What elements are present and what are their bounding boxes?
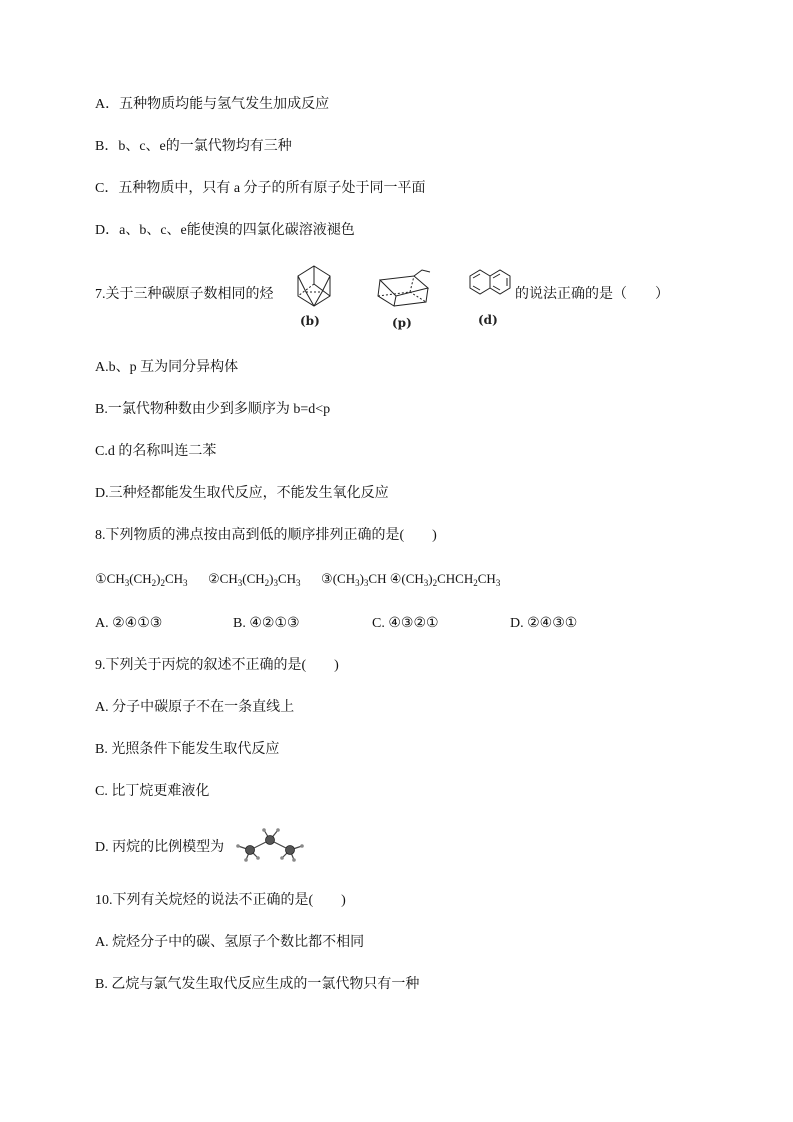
- q9-option-b: B. 光照条件下能发生取代反应: [95, 742, 280, 757]
- q7-option-a: A.b、p 互为同分异构体: [95, 360, 239, 375]
- structure-b-label: (b): [300, 314, 320, 328]
- structure-p-label: (p): [392, 316, 412, 330]
- q8-option-b: B. ④②①③: [233, 616, 300, 631]
- q9-option-d: D. 丙烷的比例模型为: [95, 840, 225, 855]
- q6-option-d: D．a、b、c、e能使溴的四氯化碳溶液褪色: [95, 223, 355, 238]
- q8-option-d: D. ②④③①: [510, 616, 578, 631]
- structure-b-adamantane-image: [298, 266, 330, 306]
- q10-option-b: B. 乙烷与氯气发生取代反应生成的一氯代物只有一种: [95, 977, 420, 992]
- q7-structures-figure: [290, 262, 520, 334]
- q7-option-d: D.三种烃都能发生取代反应，不能发生氧化反应: [95, 486, 389, 501]
- q10-option-a: A. 烷烃分子中的碳、氢原子个数比都不相同: [95, 935, 365, 950]
- q8-option-a: A. ②④①③: [95, 616, 163, 631]
- q7-stem-suffix: 的说法正确的是（ ）: [515, 287, 669, 302]
- q7-stem-prefix: 7.关于三种碳原子数相同的烃: [95, 287, 274, 302]
- propane-ball-model-image: [232, 824, 308, 864]
- formula-4: $④(CH_3)_2CHCH_2CH_3$: [389, 571, 501, 588]
- q7-option-b: B.一氯代物种数由少到多顺序为 b=d<p: [95, 402, 331, 417]
- q7-option-c: C.d 的名称叫连二苯: [95, 444, 217, 459]
- q8-stem: 8.下列物质的沸点按由高到低的顺序排列正确的是( ): [95, 528, 437, 543]
- structure-p-cage-image: [378, 270, 430, 306]
- q8-option-c: C. ④③②①: [372, 616, 439, 631]
- q9-option-a: A. 分子中碳原子不在一条直线上: [95, 700, 295, 715]
- formula-2: $②CH_3(CH_2)_3CH_3$: [208, 571, 301, 588]
- formula-3: $③(CH_3)_3CH$: [321, 571, 387, 588]
- structure-d-naphthalene-image: [470, 270, 510, 294]
- formula-1: $①CH_3(CH_2)_2CH_3$: [95, 571, 188, 588]
- structure-d-label: (d): [478, 313, 498, 327]
- q6-option-b: B．b、c、e的一氯代物均有三种: [95, 139, 292, 154]
- q9-stem: 9.下列关于丙烷的叙述不正确的是( ): [95, 658, 339, 673]
- q6-option-a: A．五种物质均能与氢气发生加成反应: [95, 97, 330, 112]
- q10-stem: 10.下列有关烷烃的说法不正确的是( ): [95, 893, 346, 908]
- q8-formulas: [95, 570, 500, 592]
- q9-option-c: C. 比丁烷更难液化: [95, 784, 210, 799]
- q6-option-c: C．五种物质中，只有 a 分子的所有原子处于同一平面: [95, 181, 426, 196]
